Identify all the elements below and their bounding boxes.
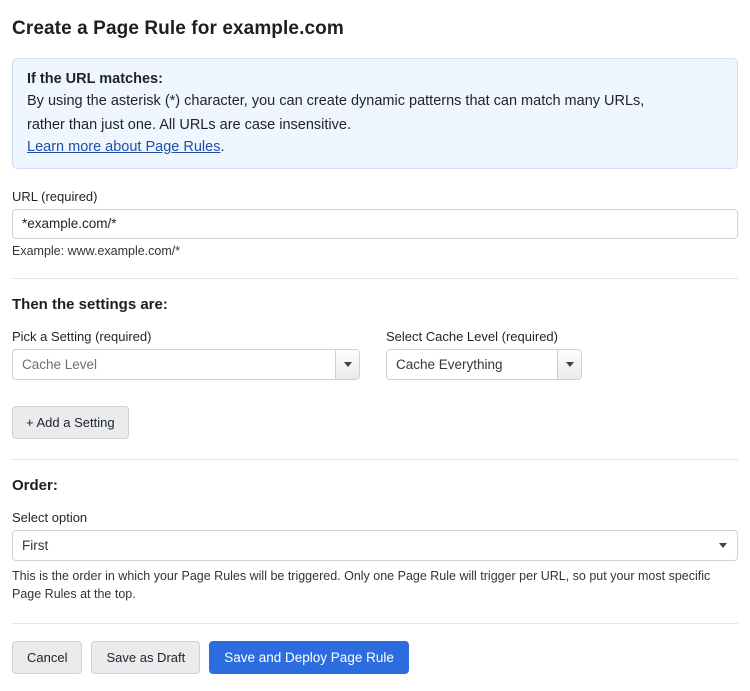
settings-section-title: Then the settings are: (12, 295, 168, 313)
pick-setting-label: Pick a Setting (required) (12, 328, 152, 344)
order-select[interactable] (12, 530, 738, 561)
add-setting-button[interactable]: + Add a Setting (12, 406, 129, 439)
cache-level-select[interactable] (386, 349, 582, 380)
cache-level-label: Select Cache Level (required) (386, 328, 558, 344)
cache-level-value: Cache Everything (396, 356, 503, 372)
save-as-draft-button[interactable]: Save as Draft (91, 641, 200, 674)
order-section-title: Order: (12, 476, 58, 494)
divider-order (12, 459, 738, 460)
pick-setting-value: Cache Level (22, 356, 98, 372)
url-helper-text: Example: www.example.com/* (12, 243, 181, 258)
chevron-down-icon (344, 362, 352, 367)
info-link-period: . (220, 138, 225, 155)
page-title: Create a Page Rule for example.com (12, 18, 344, 39)
settings-row (12, 329, 738, 380)
order-select-label: Select option (12, 509, 88, 525)
pick-setting-select-wrap (12, 349, 360, 380)
save-and-deploy-button[interactable]: Save and Deploy Page Rule (209, 641, 409, 675)
url-field-label: URL (required) (12, 188, 98, 204)
url-match-info-box (12, 58, 738, 169)
info-box-line1: By using the asterisk (*) character, you can create dynamic patterns that can match many URLs, (27, 93, 645, 109)
info-box-title: If the URL matches: (27, 71, 163, 87)
info-box-line2: rather than just one. All URLs are case insensitive. (27, 116, 351, 133)
url-input[interactable] (12, 209, 738, 239)
pick-setting-select[interactable] (12, 349, 360, 380)
cache-level-dropdown-button[interactable] (557, 350, 581, 379)
divider-settings (12, 278, 738, 279)
cache-level-select-wrap (386, 349, 582, 380)
chevron-down-icon (719, 543, 727, 548)
divider-footer (12, 623, 738, 624)
chevron-down-icon (566, 362, 574, 367)
order-help-line1: This is the order in which your Page Rules will be triggered. Only one Page Rule will trigger per URL, so put your (12, 568, 635, 583)
pick-setting-group (12, 329, 360, 380)
cache-level-group (386, 329, 582, 380)
order-help-text (12, 567, 738, 603)
order-select-value: First (22, 537, 49, 553)
info-box-link-row (27, 139, 723, 155)
cancel-button[interactable]: Cancel (12, 641, 82, 674)
order-help-line2: most specific Page Rules at the top. (12, 568, 711, 601)
learn-more-link[interactable]: Learn more about Page Rules (27, 138, 221, 155)
form-actions (12, 641, 738, 675)
pick-setting-dropdown-button[interactable] (335, 350, 359, 379)
